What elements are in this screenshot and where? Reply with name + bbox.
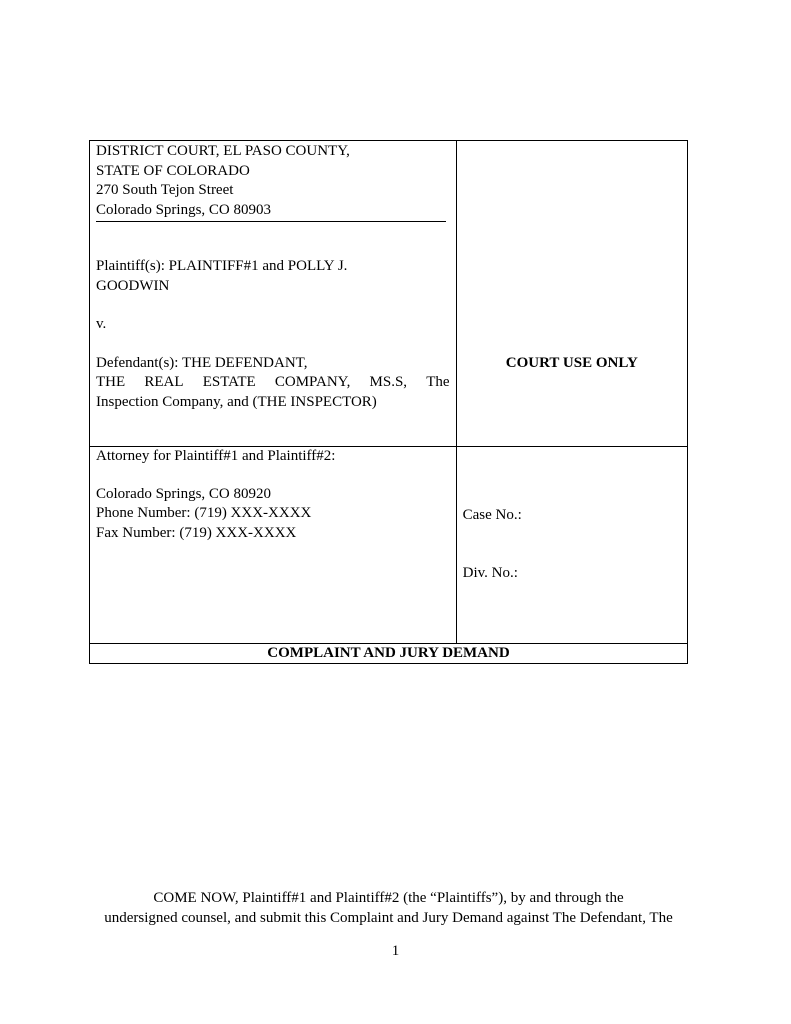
court-state-line: STATE OF COLORADO: [96, 162, 250, 179]
court-and-parties-cell: [90, 141, 457, 447]
defendants-word: MS.S,: [369, 374, 408, 390]
versus: v.: [96, 316, 107, 332]
defendants: [96, 354, 450, 413]
attorney-heading: Attorney for Plaintiff#1 and Plaintiff#2:: [96, 448, 336, 464]
document-title: COMPLAINT AND JURY DEMAND: [90, 644, 688, 664]
attorney-info: [90, 447, 456, 543]
plaintiffs: [96, 257, 450, 296]
defendants-word: THE: [96, 374, 126, 390]
parties-block: [90, 222, 456, 412]
defendants-word: REAL: [144, 374, 184, 390]
plaintiffs-line-2: GOODWIN: [96, 277, 170, 294]
attorney-city: Colorado Springs, CO 80920: [96, 485, 272, 502]
division-number-label: Div. No.:: [462, 565, 518, 581]
body-line-1: COME NOW, Plaintiff#1 and Plaintiff#2 (the “Plaintiffs”), by and through the: [153, 890, 624, 906]
defendants-line-1: Defendant(s): THE DEFENDANT,: [96, 354, 308, 371]
defendants-word: COMPANY,: [274, 374, 351, 390]
court-info: [90, 141, 456, 222]
page-number: 1: [391, 943, 400, 959]
court-city-line: Colorado Springs, CO 80903: [96, 201, 446, 223]
attorney-cell: [90, 447, 457, 644]
court-street-line: 270 South Tejon Street: [96, 182, 234, 198]
court-use-only-cell: [456, 141, 687, 447]
body-line-2: undersigned counsel, and submit this Complaint and Jury Demand against The Defendant, The: [104, 909, 673, 926]
defendants-word: ESTATE: [202, 374, 256, 390]
case-caption-table: [89, 140, 688, 664]
case-number-label: Case No.:: [462, 507, 522, 523]
plaintiffs-line-1: Plaintiff(s): PLAINTIFF#1 and POLLY J.: [96, 258, 348, 274]
attorney-fax: Fax Number: (719) XXX-XXXX: [96, 524, 297, 541]
defendants-line-2: [96, 373, 450, 393]
defendants-line-3: Inspection Company, and (THE INSPECTOR): [96, 393, 377, 410]
case-number-cell: [456, 447, 687, 644]
attorney-phone: Phone Number: (719) XXX-XXXX: [96, 505, 312, 521]
defendants-word: The: [426, 374, 450, 390]
court-use-only-label: COURT USE ONLY: [505, 355, 638, 371]
court-name-line: DISTRICT COURT, EL PASO COUNTY,: [96, 143, 350, 159]
body-paragraph: [89, 889, 688, 928]
